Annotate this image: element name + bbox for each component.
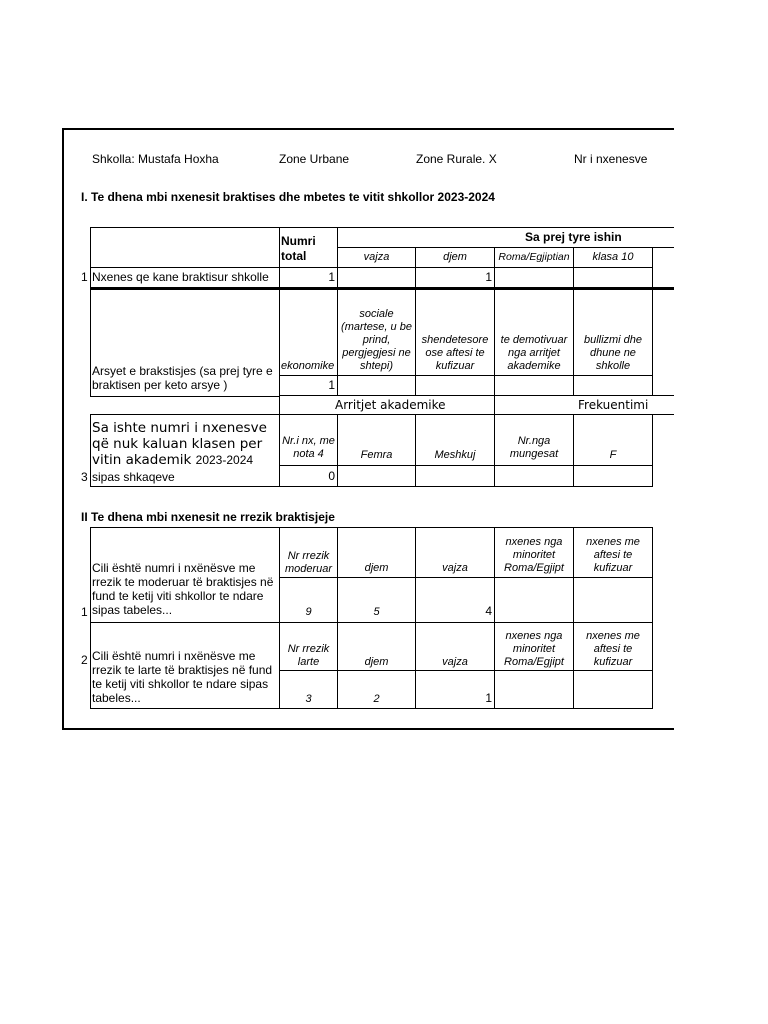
row3-empty-4 (573, 465, 653, 487)
row3-header-femra: Femra (337, 414, 416, 466)
q1-header-djem: djem (337, 527, 416, 578)
zone-urban: Zone Urbane (279, 152, 350, 166)
sub-header-roma: Roma/Egjiptian (494, 247, 574, 268)
row1-djem: 1 (415, 267, 495, 288)
q2-value-vajza: 1 (415, 670, 495, 709)
q2-header-djem: djem (337, 622, 416, 671)
sub-header-vajza: vajza (337, 247, 416, 268)
q2-header-vajza: vajza (415, 622, 495, 671)
section2-title: II Te dhena mbi nxenesit ne rrezik braktisjeje (81, 510, 335, 524)
q1-value-aftesi (573, 577, 653, 623)
row3-label-year: 2023-2024 (195, 453, 254, 467)
row3-label (92, 420, 278, 468)
sub-header-djem: djem (415, 247, 495, 268)
q2-header-minoritet: nxenes nga minoritet Roma/Egjipt (494, 622, 574, 671)
q1-header-aftesi: nxenes me aftesi te kufizuar (573, 527, 653, 578)
sa-prej-header: Sa prej tyre ishin (525, 230, 622, 244)
q2-value-djem: 2 (337, 670, 416, 709)
row1-number: 1 (81, 270, 88, 284)
section1-title: I. Te dhena mbi nxenesit braktises dhe mbetes te vitit shkollor 2023-2024 (81, 190, 495, 204)
reason-ekonomike: ekonomike (281, 360, 335, 372)
q2-number: 2 (81, 653, 88, 667)
reason-sociale: sociale (martese, u be prind, pergjegjesi ne shtepi) (337, 289, 416, 376)
q1-value-moderuar: 9 (279, 577, 338, 623)
q1-label: Cili është numri i nxënësve me rrezik te moderuar të braktisjes në fund te ketij viti shkollor te ndare sipas tabeles... (92, 561, 274, 617)
row3-label-main: Sa ishte numri i nxenesve që nuk kaluan klasen per vitin akademik (92, 420, 267, 468)
row3-header-meshkuj: Meshkuj (415, 414, 495, 466)
row3-number: 3 (81, 470, 88, 484)
row1-label: Nxenes qe kane braktisur shkolle (90, 267, 280, 288)
q2-header-larte: Nr rrezik larte (279, 622, 338, 671)
row3-empty-1 (337, 465, 416, 487)
row3-header-mungesat: Nr.nga mungesat (494, 414, 574, 466)
zone-rural: Zone Rurale. X (416, 152, 497, 166)
row3-empty-2 (415, 465, 495, 487)
numri-total-header: Numri total (279, 227, 338, 268)
row3-header-f: F (573, 414, 653, 466)
q2-value-aftesi (573, 670, 653, 709)
reasons-empty-2 (415, 375, 495, 396)
sub-header-klasa: klasa 10 (573, 247, 653, 268)
reason-shendetesore: shendetesore ose aftesi te kufizuar (415, 289, 495, 376)
q1-header-minoritet: nxenes nga minoritet Roma/Egjipt (494, 527, 574, 578)
arritjet-cell (279, 395, 495, 415)
q2-value-minoritet (494, 670, 574, 709)
row1-total: 1 (279, 267, 338, 288)
row3-header-nota4: Nr.i nx, me nota 4 (279, 414, 338, 466)
row1-vajza (337, 267, 416, 288)
row3-label-tail: sipas shkaqeve (92, 470, 175, 484)
row3-value: 0 (279, 465, 338, 487)
row3-label-cell (90, 414, 280, 487)
reasons-value: 1 (279, 375, 338, 396)
reasons-empty-4 (573, 375, 653, 396)
row1-klasa (573, 267, 653, 288)
reason-demotivuar: te demotivuar nga arritjet akademike (494, 289, 574, 376)
row1-roma (494, 267, 574, 288)
q1-value-djem: 5 (337, 577, 416, 623)
q2-value-larte: 3 (279, 670, 338, 709)
q1-value-minoritet (494, 577, 574, 623)
q1-number: 1 (81, 605, 88, 619)
reasons-label-cell (90, 289, 280, 397)
reasons-empty-1 (337, 375, 416, 396)
students-count-label: Nr i nxenesve (574, 152, 648, 166)
q1-value-vajza: 4 (415, 577, 495, 623)
school-name: Shkolla: Mustafa Hoxha (92, 152, 219, 166)
q1-header-moderuar: Nr rrezik moderuar (279, 527, 338, 578)
frekuentimi-cell (494, 395, 674, 415)
reasons-empty-3 (494, 375, 574, 396)
q2-header-aftesi: nxenes me aftesi te kufizuar (573, 622, 653, 671)
q2-label-cell (90, 622, 280, 709)
q2-label: Cili është numri i nxënësve me rrezik te larte të braktisjes në fund te ketij viti shkollor te ndare sipas tabeles... (92, 649, 273, 705)
table1-header-blank (90, 227, 280, 268)
q1-header-vajza: vajza (415, 527, 495, 578)
arritjet-label: Arritjet akademike (335, 398, 446, 412)
reason-ekonomike-cell (279, 289, 338, 376)
sa-prej-header-cell (337, 227, 674, 248)
reason-bullizmi: bullizmi dhe dhune ne shkolle (573, 289, 653, 376)
frekuentimi-label: Frekuentimi (578, 398, 649, 412)
spreadsheet-page (62, 128, 674, 730)
row3-empty-3 (494, 465, 574, 487)
reasons-label: Arsyet e brakstisjes (sa prej tyre e braktisen per keto arsye ) (92, 364, 273, 392)
q1-label-cell (90, 527, 280, 623)
